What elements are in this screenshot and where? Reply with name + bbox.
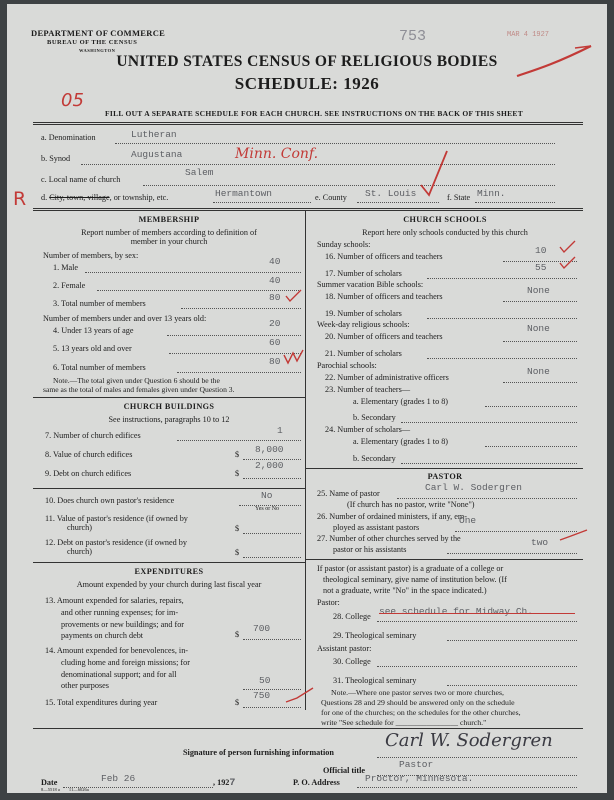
instruction-line: FILL OUT A SEPARATE SCHEDULE FOR EACH CHURCH. SEE INSTRUCTIONS ON THE BACK OF THIS SHEET <box>104 109 524 118</box>
schedule-title: SCHEDULE: 1926 <box>234 74 380 93</box>
address-label: P. O. Address <box>293 778 340 787</box>
local-name-value: Salem <box>185 167 214 178</box>
q1-label: 1. Male <box>53 263 79 272</box>
q5-label: 5. 13 years old and over <box>53 344 132 353</box>
form-number-stamp: 753 <box>399 28 427 45</box>
q11-label: 11. Value of pastor's residence (if owned by church) <box>45 514 188 532</box>
buildings-instr: See instructions, paragraphs 10 to 12 <box>108 415 230 424</box>
q13-label: 13. Amount expended for salaries, repairs, and other running expenses; for im- provements or new buildings; and for payments on church debt <box>45 596 185 641</box>
q12-dollar: $ <box>235 548 240 557</box>
buildings-heading: CHURCH BUILDINGS <box>123 402 215 411</box>
q26-label: 26. Number of ordained ministers, if any, em- ployed as assistant pastors <box>317 512 467 532</box>
q9-dollar: $ <box>235 469 240 478</box>
q14-value: 50 <box>259 675 271 686</box>
check-mark-icon <box>559 528 589 544</box>
pastor-sub-label: Pastor: <box>317 598 340 607</box>
print-code: 8—5518 a 11—6026a <box>41 787 89 792</box>
denomination-value: Lutheran <box>131 129 177 140</box>
denomination-label: a. Denomination <box>41 133 96 142</box>
city-value: Hermantown <box>215 188 273 199</box>
q18-label: 18. Number of officers and teachers <box>325 292 443 301</box>
city-name: WASHINGTON <box>79 48 116 53</box>
date-value: Feb 26 <box>101 773 136 784</box>
state-label: f. State <box>447 193 471 202</box>
q11-dollar: $ <box>235 524 240 533</box>
expenditures-intro: Amount expended by your church during last fiscal year <box>76 580 262 589</box>
q3-label: 3. Total number of members <box>53 299 146 308</box>
official-title-label: Official title <box>323 766 366 775</box>
q23a-label: a. Elementary (grades 1 to 8) <box>353 397 449 406</box>
q12-label: 12. Debt on pastor's residence (if owned by church) <box>45 538 187 556</box>
q27-value: two <box>531 537 549 548</box>
county-value: St. Louis <box>365 188 417 199</box>
q15-value: 750 <box>253 690 271 701</box>
pastor-note: Note.—Where one pastor serves two or more churches, Questions 28 and 29 should be answered only on the schedule for one of the churches; on the schedules for the other churches, write "See schedule for ________________ church." <box>321 688 521 727</box>
q7-value: 1 <box>277 425 283 436</box>
bureau-name: BUREAU OF THE CENSUS <box>47 39 138 46</box>
q29-label: 29. Theological seminary <box>333 631 417 640</box>
q6-value: 80 <box>269 356 281 367</box>
check-mark-icon <box>559 256 577 270</box>
q22-label: 22. Number of administrative officers <box>325 373 449 382</box>
q10-label: 10. Does church own pastor's residence <box>45 496 175 505</box>
check-mark-icon <box>419 149 449 199</box>
q25-label: 25. Name of pastor <box>317 489 380 498</box>
q24a-label: a. Elementary (grades 1 to 8) <box>353 437 449 446</box>
q21-label: 21. Number of scholars <box>325 349 402 358</box>
sunday-label: Sunday schools: <box>317 240 371 249</box>
state-value: Minn. <box>477 188 506 199</box>
q3-value: 80 <box>269 292 281 303</box>
synod-label: b. Synod <box>41 154 71 163</box>
q18-value: None <box>527 285 550 296</box>
check-mark-icon <box>285 289 303 303</box>
q10-value: No <box>261 490 273 501</box>
by-sex-label: Number of members, by sex: <box>43 251 139 260</box>
check-mark-icon <box>559 240 577 254</box>
q31-label: 31. Theological seminary <box>333 676 417 685</box>
q9-value: 2,000 <box>255 460 284 471</box>
asst-pastor-label: Assistant pastor: <box>317 644 372 653</box>
county-label: e. County <box>315 193 347 202</box>
q5-value: 60 <box>269 337 281 348</box>
q23-label: 23. Number of teachers— <box>325 385 411 394</box>
age-intro: Number of members under and over 13 years old: <box>43 314 207 323</box>
synod-handwritten: Minn. Conf. <box>235 146 319 162</box>
q8-value: 8,000 <box>255 444 284 455</box>
q25-value: Carl W. Sodergren <box>425 482 522 493</box>
q19-label: 19. Number of scholars <box>325 309 402 318</box>
q26-value: One <box>459 515 477 526</box>
schools-intro: Report here only schools conducted by this church <box>362 228 528 237</box>
q9-label: 9. Debt on church edifices <box>45 469 132 478</box>
q23b-label: b. Secondary <box>353 413 396 422</box>
q30-label: 30. College <box>333 657 371 666</box>
schools-heading: CHURCH SCHOOLS <box>403 215 487 224</box>
parochial-label: Parochial schools: <box>317 361 377 370</box>
q25-note: (If church has no pastor, write "None") <box>347 500 475 509</box>
q1-value: 40 <box>269 256 281 267</box>
q13-value: 700 <box>253 623 271 634</box>
code-annotation: 05 <box>61 90 84 111</box>
q28-value: see schedule for Midway Ch. <box>379 606 533 617</box>
census-schedule-document <box>7 4 607 793</box>
census-title: UNITED STATES CENSUS OF RELIGIOUS BODIES <box>116 53 498 70</box>
q2-label: 2. Female <box>53 281 86 290</box>
q22-value: None <box>527 366 550 377</box>
membership-intro: Report number of members according to definition of member in your church <box>81 228 257 246</box>
q6-label: 6. Total number of members <box>53 363 146 372</box>
q8-dollar: $ <box>235 450 240 459</box>
city-label: d. City, town, village, or township, etc. <box>41 193 169 202</box>
check-mark-icon <box>283 349 305 365</box>
local-name-label: c. Local name of church <box>41 175 121 184</box>
college-instructions: If pastor (or assistant pastor) is a graduate of a college or theological seminary, give name of institution below. (If not a graduate, write "No" in the space indicated.) <box>317 564 507 595</box>
q27-label: 27. Number of other churches served by the pastor or his assistants <box>317 534 461 554</box>
weekday-label: Week-day religious schools: <box>317 320 410 329</box>
q20-value: None <box>527 323 550 334</box>
q16-value: 10 <box>535 245 547 256</box>
q8-label: 8. Value of church edifices <box>45 450 133 459</box>
q13-dollar: $ <box>235 630 240 639</box>
summer-label: Summer vacation Bible schools: <box>317 280 424 289</box>
q15-label: 15. Total expenditures during year <box>45 698 158 707</box>
date-label: Date <box>41 778 58 787</box>
date-received-stamp: MAR 4 1927 <box>507 31 550 39</box>
q20-label: 20. Number of officers and teachers <box>325 332 443 341</box>
yes-no-hint: Yes or No <box>255 506 280 512</box>
q16-label: 16. Number of officers and teachers <box>325 252 443 261</box>
membership-note: Note.—The total given under Question 6 should be the same as the total of males and females given under Question 3. <box>43 376 235 394</box>
q4-value: 20 <box>269 318 281 329</box>
q24b-label: b. Secondary <box>353 454 396 463</box>
q14-label: 14. Amount expended for benevolences, in- cluding home and foreign missions; for denominational support; and for all other purposes <box>45 646 190 691</box>
q2-value: 40 <box>269 275 281 286</box>
q17-label: 17. Number of scholars <box>325 269 402 278</box>
pastor-heading: PASTOR <box>427 472 463 481</box>
q7-label: 7. Number of church edifices <box>45 431 141 440</box>
q15-dollar: $ <box>235 698 240 707</box>
membership-heading: MEMBERSHIP <box>138 215 200 224</box>
expenditures-heading: EXPENDITURES <box>134 567 204 576</box>
department-name: DEPARTMENT OF COMMERCE <box>31 28 166 38</box>
check-mark-icon <box>285 686 315 706</box>
signature: Carl W. Sodergren <box>385 730 553 751</box>
address-value: Proctor, Minnesota. <box>365 773 474 784</box>
year-label: , 1927 <box>213 778 236 789</box>
q28-label: 28. College <box>333 612 371 621</box>
r-annotation: R <box>13 188 27 210</box>
signature-label: Signature of person furnishing information <box>183 748 334 757</box>
q24-label: 24. Number of scholars— <box>325 425 411 434</box>
q4-label: 4. Under 13 years of age <box>53 326 134 335</box>
q17-value: 55 <box>535 262 547 273</box>
official-title-value: Pastor <box>399 759 434 770</box>
synod-value: Augustana <box>131 149 183 160</box>
